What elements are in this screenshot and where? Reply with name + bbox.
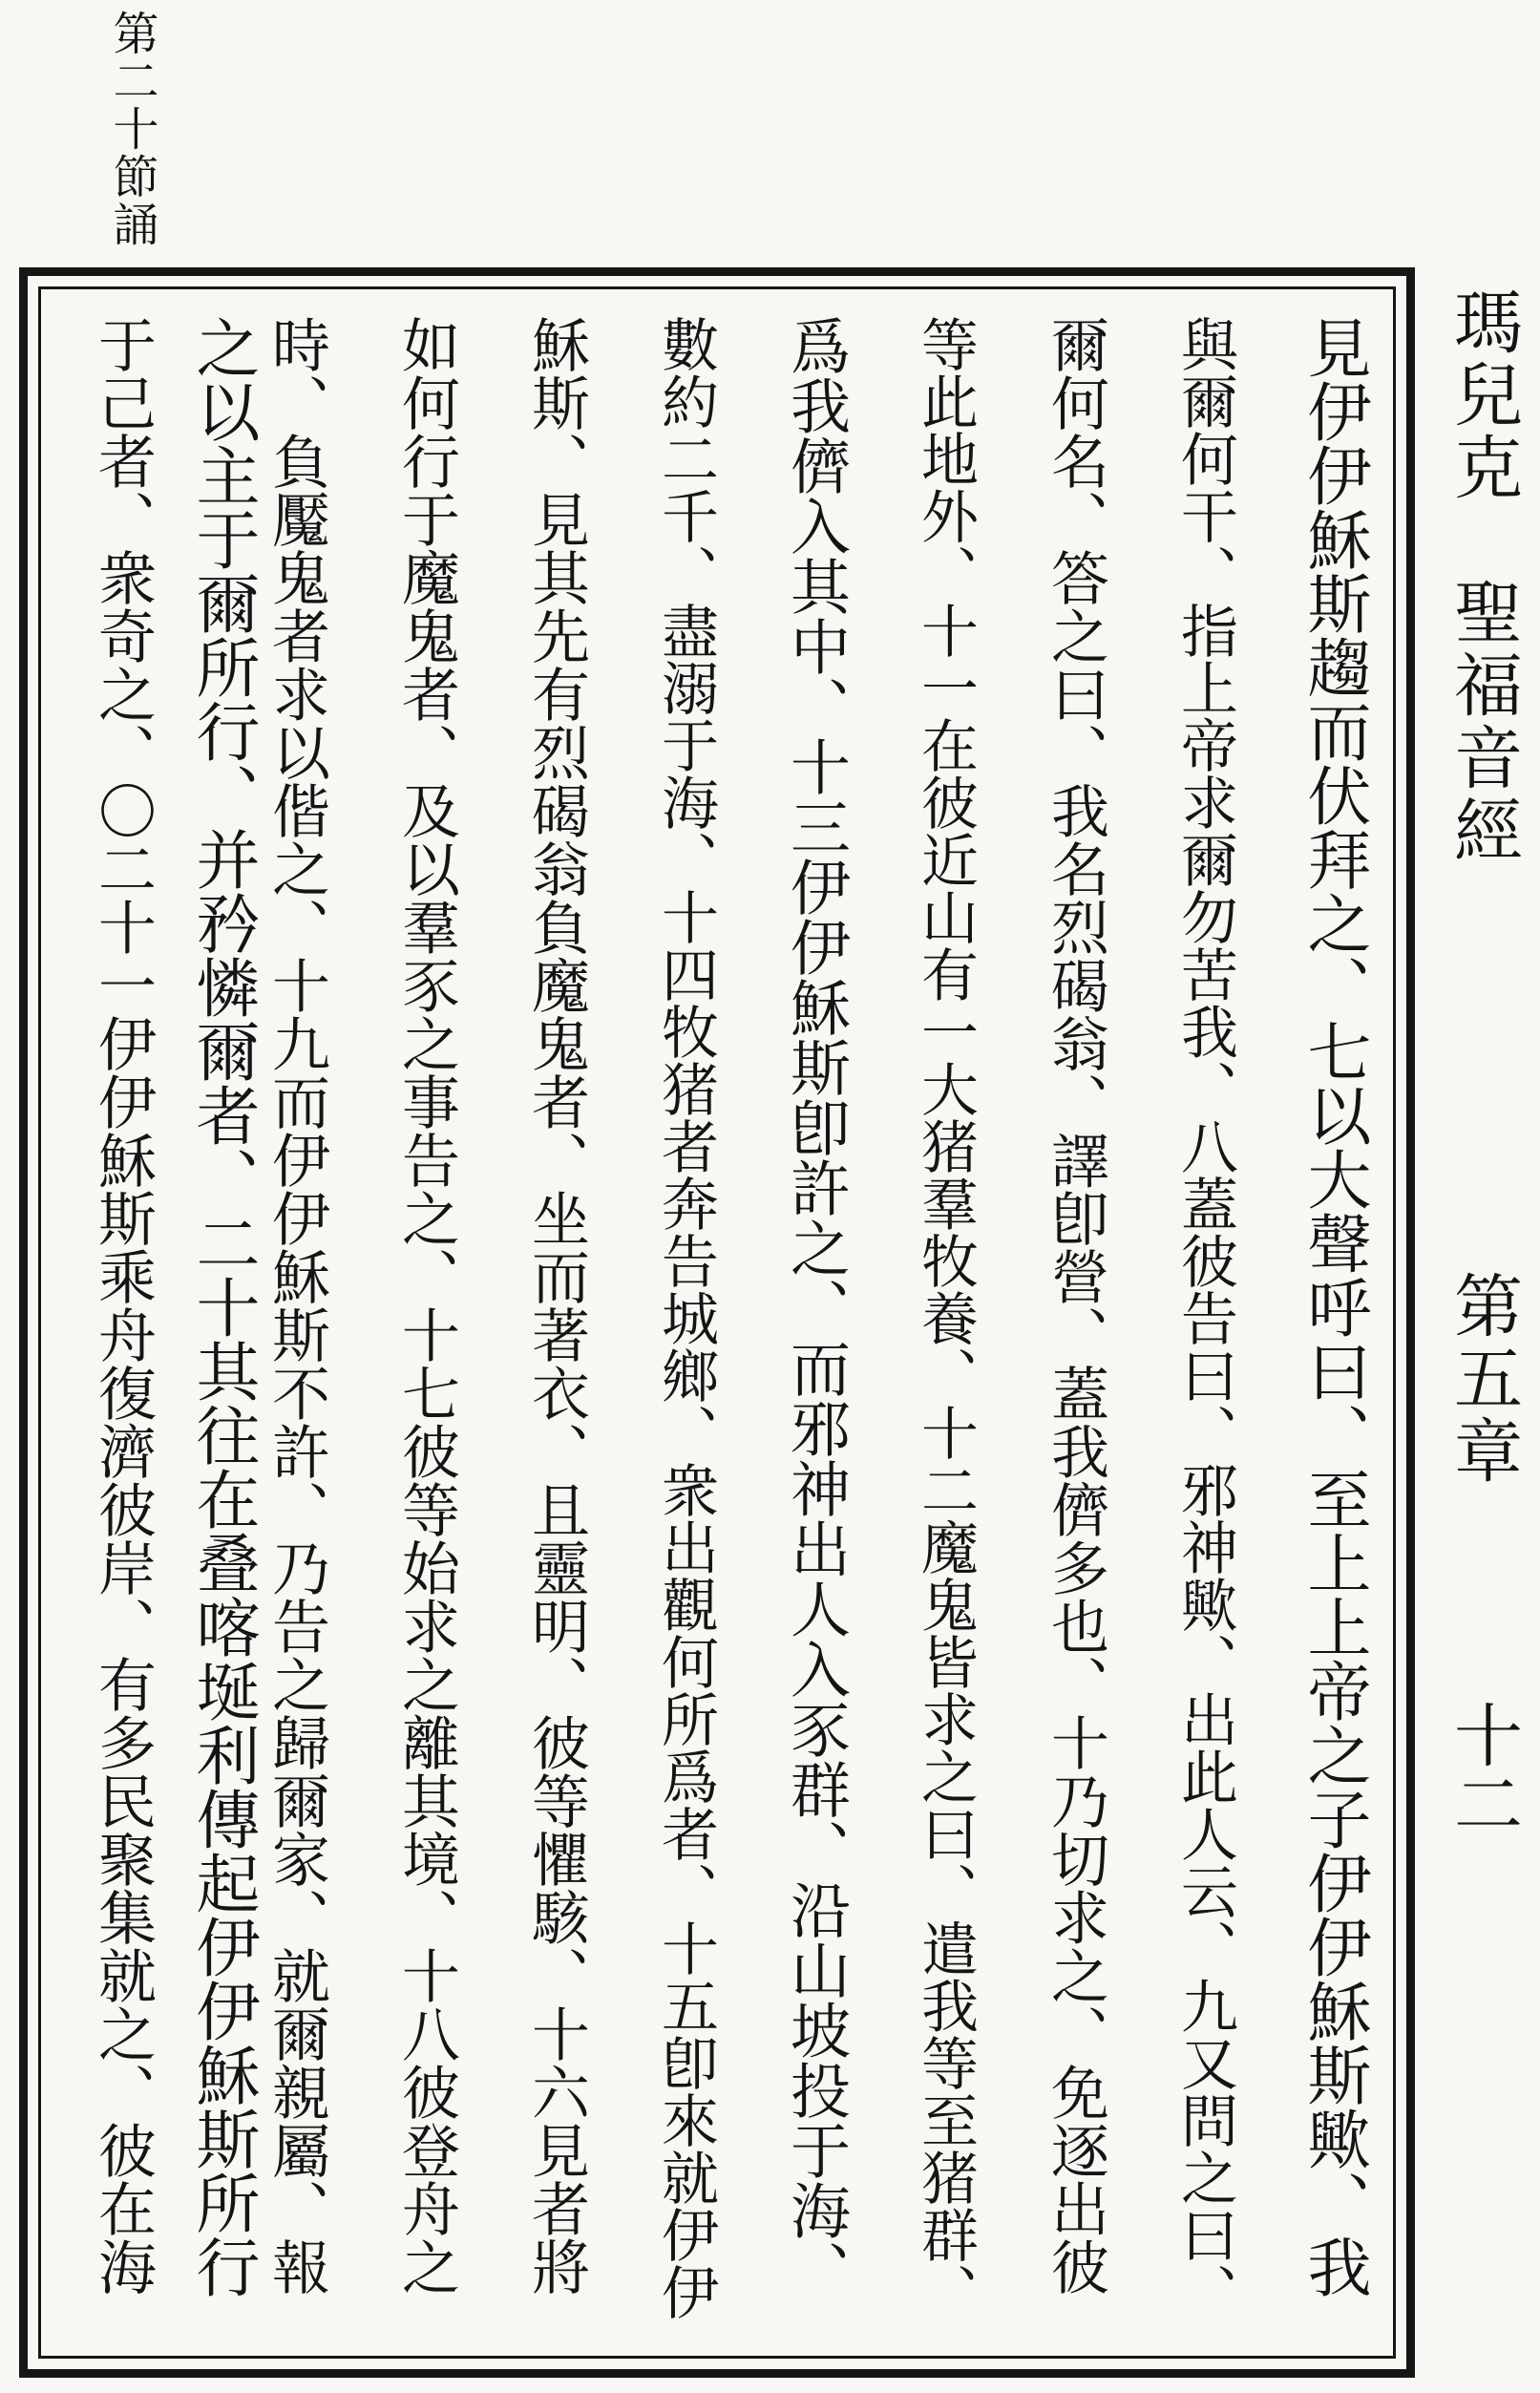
chapter-label: 第五章 (1443, 1270, 1523, 1488)
book-title: 瑪兒克 聖福音經 (1443, 286, 1523, 867)
text-column: 見伊伊穌斯趨而伏拜之、七以大聲呼曰、至上上帝之子伊伊穌斯歟、我 (1297, 315, 1372, 2298)
text-column: 爾何名、答之曰、我名烈碣翁、譯卽營、蓋我儕多也、十乃切求之、免逐出彼 (1042, 315, 1109, 2296)
text-column: 數約二千、盡溺于海、十四牧猪者奔告城鄉、衆出觀何所爲者、十五卽來就伊伊 (652, 315, 719, 2320)
text-column: 與爾何干、指上帝求爾勿苦我、八蓋彼告曰、邪神歟、出此人云、九又問之曰、 (1171, 315, 1238, 2320)
page-number: 十二 (1443, 1700, 1523, 1837)
text-column: 之以主于爾所行、并矜憐爾者、二十其往在叠喀埏利傳起伊伊穌斯所行 (186, 315, 261, 2298)
text-column: 如何行于魔鬼者、及以羣豕之事告之、十七彼等始求之離其境、十八彼登舟之 (392, 315, 460, 2296)
text-column: 時、負魘鬼者求以偕之、十九而伊伊穌斯不許、乃告之歸爾家、就爾親屬、報 (263, 315, 330, 2296)
text-column: 穌斯、見其先有烈碣翁負魔鬼者、坐而著衣、且靈明、彼等懼駭、十六見者將 (522, 315, 590, 2296)
text-column: 等此地外、十一在彼近山有一大猪羣牧養、十二魔鬼皆求之曰、遣我等至猪群、 (912, 315, 979, 2320)
section-label: 第二十節誦 (105, 10, 158, 248)
text-column: 爲我儕入其中、十三伊伊穌斯卽許之、而邪神出人入豕群、沿山坡投于海、 (781, 315, 851, 2300)
text-column: 于己者、衆奇之、〇二十一伊伊穌斯乘舟復濟彼岸、有多民聚集就之、彼在海 (89, 315, 157, 2296)
